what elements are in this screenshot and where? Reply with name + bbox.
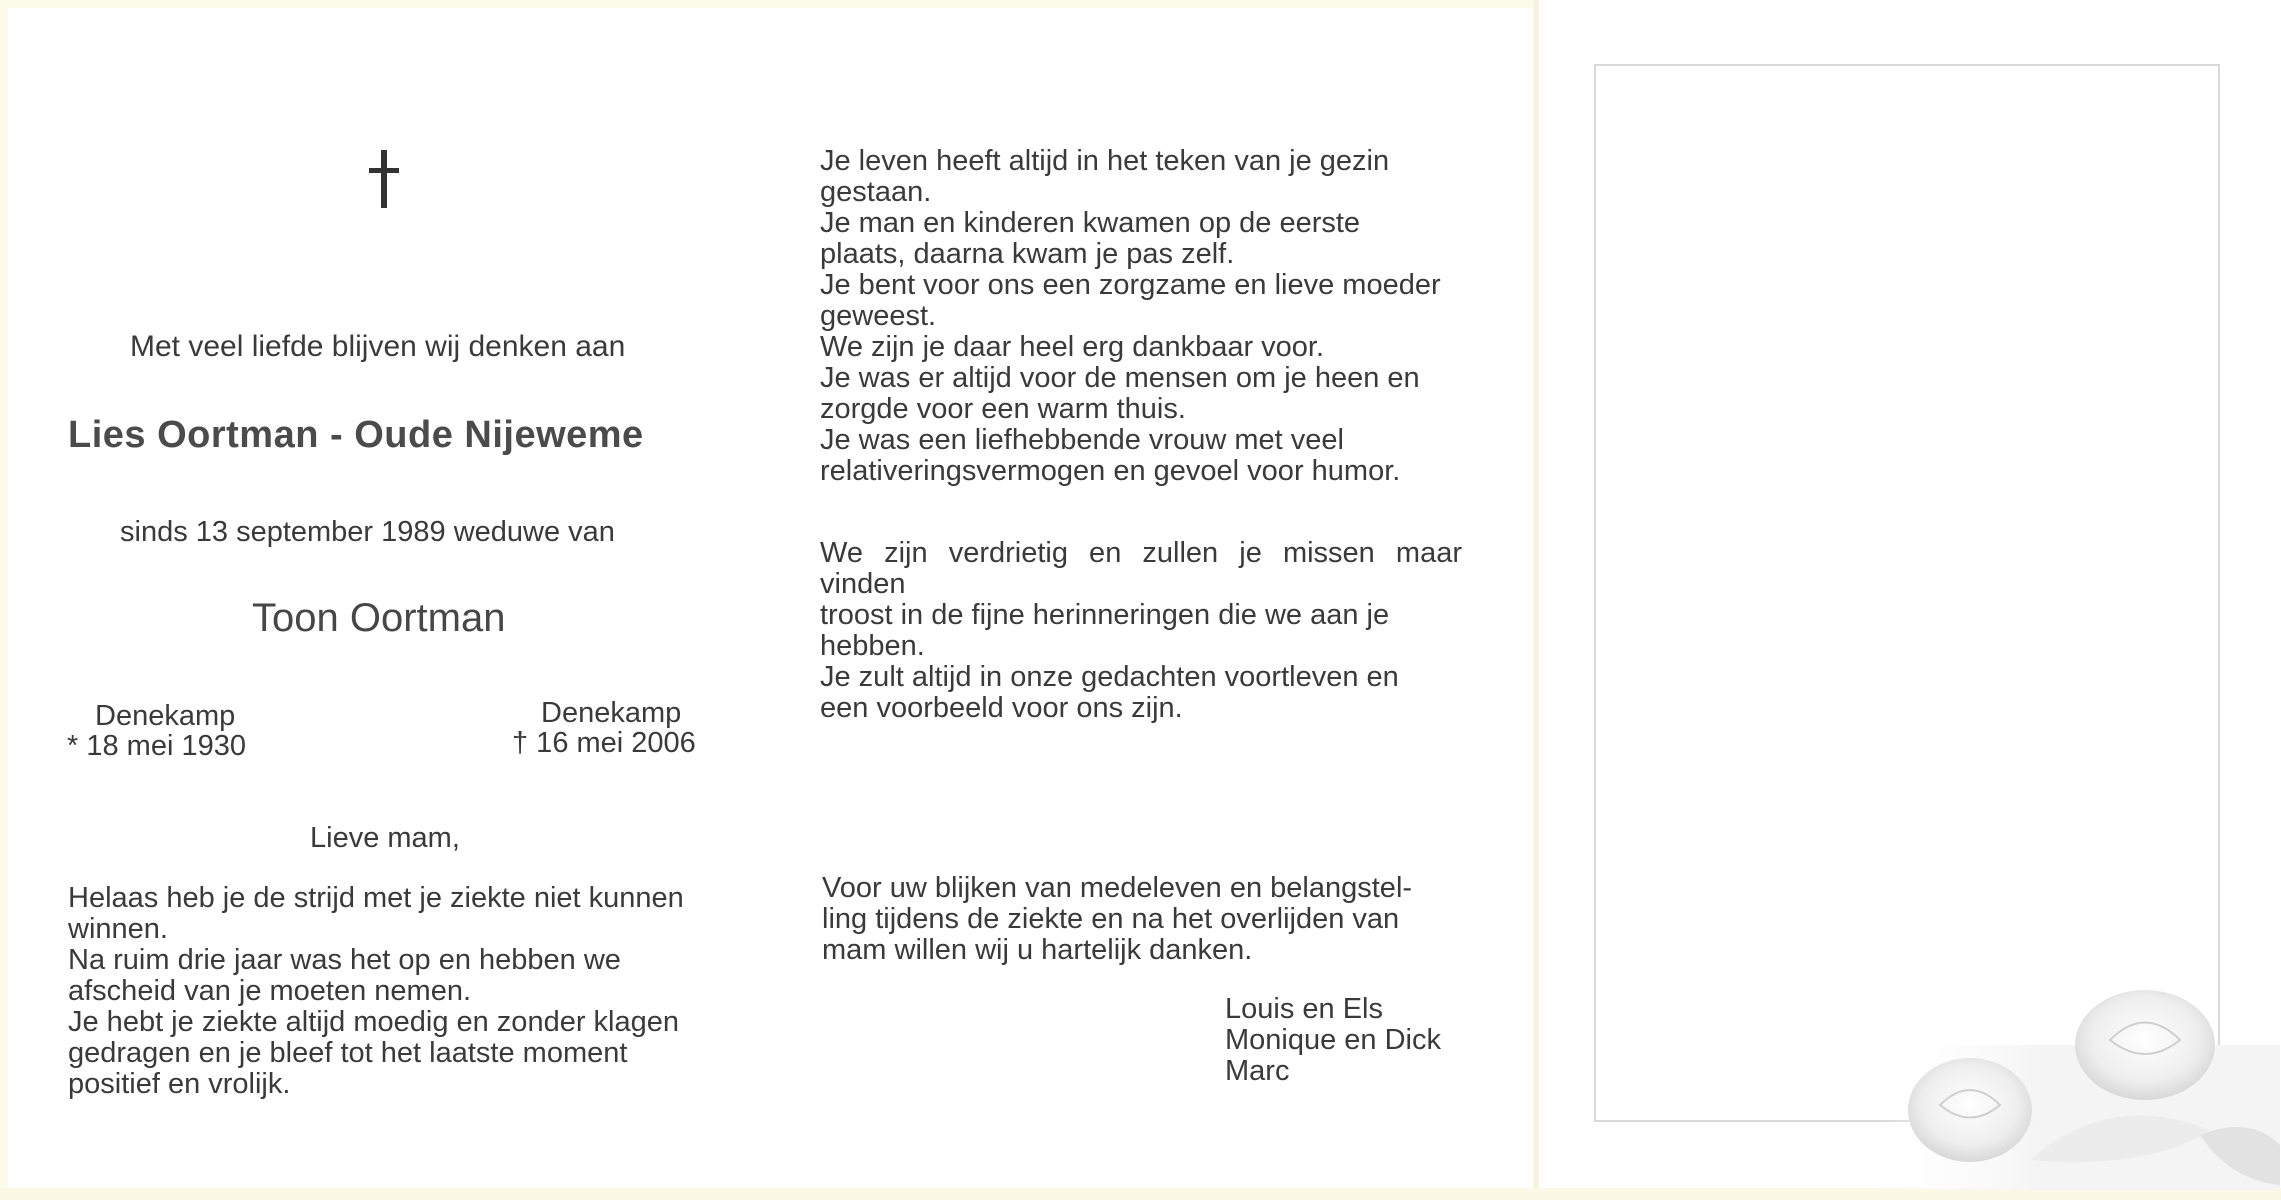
text-line: afscheid van je moeten nemen.	[68, 975, 472, 1007]
text-line: Je hebt je ziekte altijd moedig en zonder klagen	[68, 1006, 679, 1038]
text-line: geweest.	[820, 300, 937, 332]
thanks-paragraph	[822, 873, 1464, 966]
spouse-name: Toon Oortman	[252, 596, 506, 640]
text-line: ling tijdens de ziekte en na het overlijden van	[822, 903, 1400, 935]
text-line: gedragen en je bleef tot het laatste moment	[68, 1037, 628, 1069]
rose-decoration-image	[1880, 985, 2280, 1190]
intro-text: Met veel liefde blijven wij denken aan	[130, 330, 626, 363]
widow-since-text: sinds 13 september 1989 weduwe van	[120, 516, 615, 548]
rose-left	[1908, 1058, 2032, 1162]
signatures	[1225, 994, 1441, 1087]
text-line: Je bent voor ons een zorgzame en lieve moeder	[820, 269, 1441, 301]
text-line: Je was er altijd voor de mensen om je heen en	[820, 362, 1420, 394]
text-line: Je zult altijd in onze gedachten voortleven en	[820, 661, 1399, 693]
text-line: Je leven heeft altijd in het teken van je gezin	[820, 145, 1390, 177]
text-line: een voorbeeld voor ons zijn.	[820, 692, 1183, 724]
salutation: Lieve mam,	[310, 822, 460, 854]
rose-right	[2075, 990, 2215, 1100]
text-line: winnen.	[68, 913, 168, 945]
paper-edge-top	[0, 0, 1537, 8]
cross-vertical-bar	[381, 150, 387, 208]
text-line: Voor uw blijken van medeleven en belangstel-	[822, 872, 1413, 904]
text-line: troost in de fijne herinneringen die we aan je	[820, 599, 1390, 631]
text-line: Je was een liefhebbende vrouw met veel	[820, 424, 1344, 456]
text-line: positief en vrolijk.	[68, 1068, 291, 1100]
text-line: Helaas heb je de strijd met je ziekte niet kunnen	[68, 882, 684, 914]
text-line: zorgde voor een warm thuis.	[820, 393, 1186, 425]
text-line: Na ruim drie jaar was het op en hebben we	[68, 944, 621, 976]
cross-icon	[366, 150, 402, 210]
signature-line: Monique en Dick	[1225, 1024, 1441, 1056]
text-line: We zijn je daar heel erg dankbaar voor.	[820, 331, 1325, 363]
text-line: relativeringsvermogen en gevoel voor humor.	[820, 455, 1401, 487]
birth-date: * 18 mei 1930	[67, 730, 246, 762]
card-fold-line	[1533, 0, 1539, 1200]
paper-edge-left	[0, 0, 8, 1200]
left-paragraph	[68, 883, 712, 1100]
text-line: hebben.	[820, 630, 925, 662]
text-line: Je man en kinderen kwamen op de eerste	[820, 207, 1361, 239]
text-line: gestaan.	[820, 176, 932, 208]
cross-horizontal-bar	[369, 168, 399, 173]
deceased-name: Lies Oortman - Oude Nijeweme	[68, 414, 644, 456]
text-line: plaats, daarna kwam je pas zelf.	[820, 238, 1235, 270]
text-line: We zijn verdrietig en zullen je missen maar vinden	[820, 537, 1462, 600]
signature-line: Louis en Els	[1225, 993, 1383, 1025]
death-place: Denekamp	[541, 697, 682, 729]
signature-line: Marc	[1225, 1055, 1290, 1087]
text-line: mam willen wij u hartelijk danken.	[822, 934, 1253, 966]
birth-place: Denekamp	[95, 700, 236, 732]
death-date: † 16 mei 2006	[512, 727, 696, 759]
middle-paragraph-2	[820, 538, 1462, 724]
middle-paragraph-1	[820, 146, 1460, 487]
photo-frame	[1594, 64, 2220, 1122]
